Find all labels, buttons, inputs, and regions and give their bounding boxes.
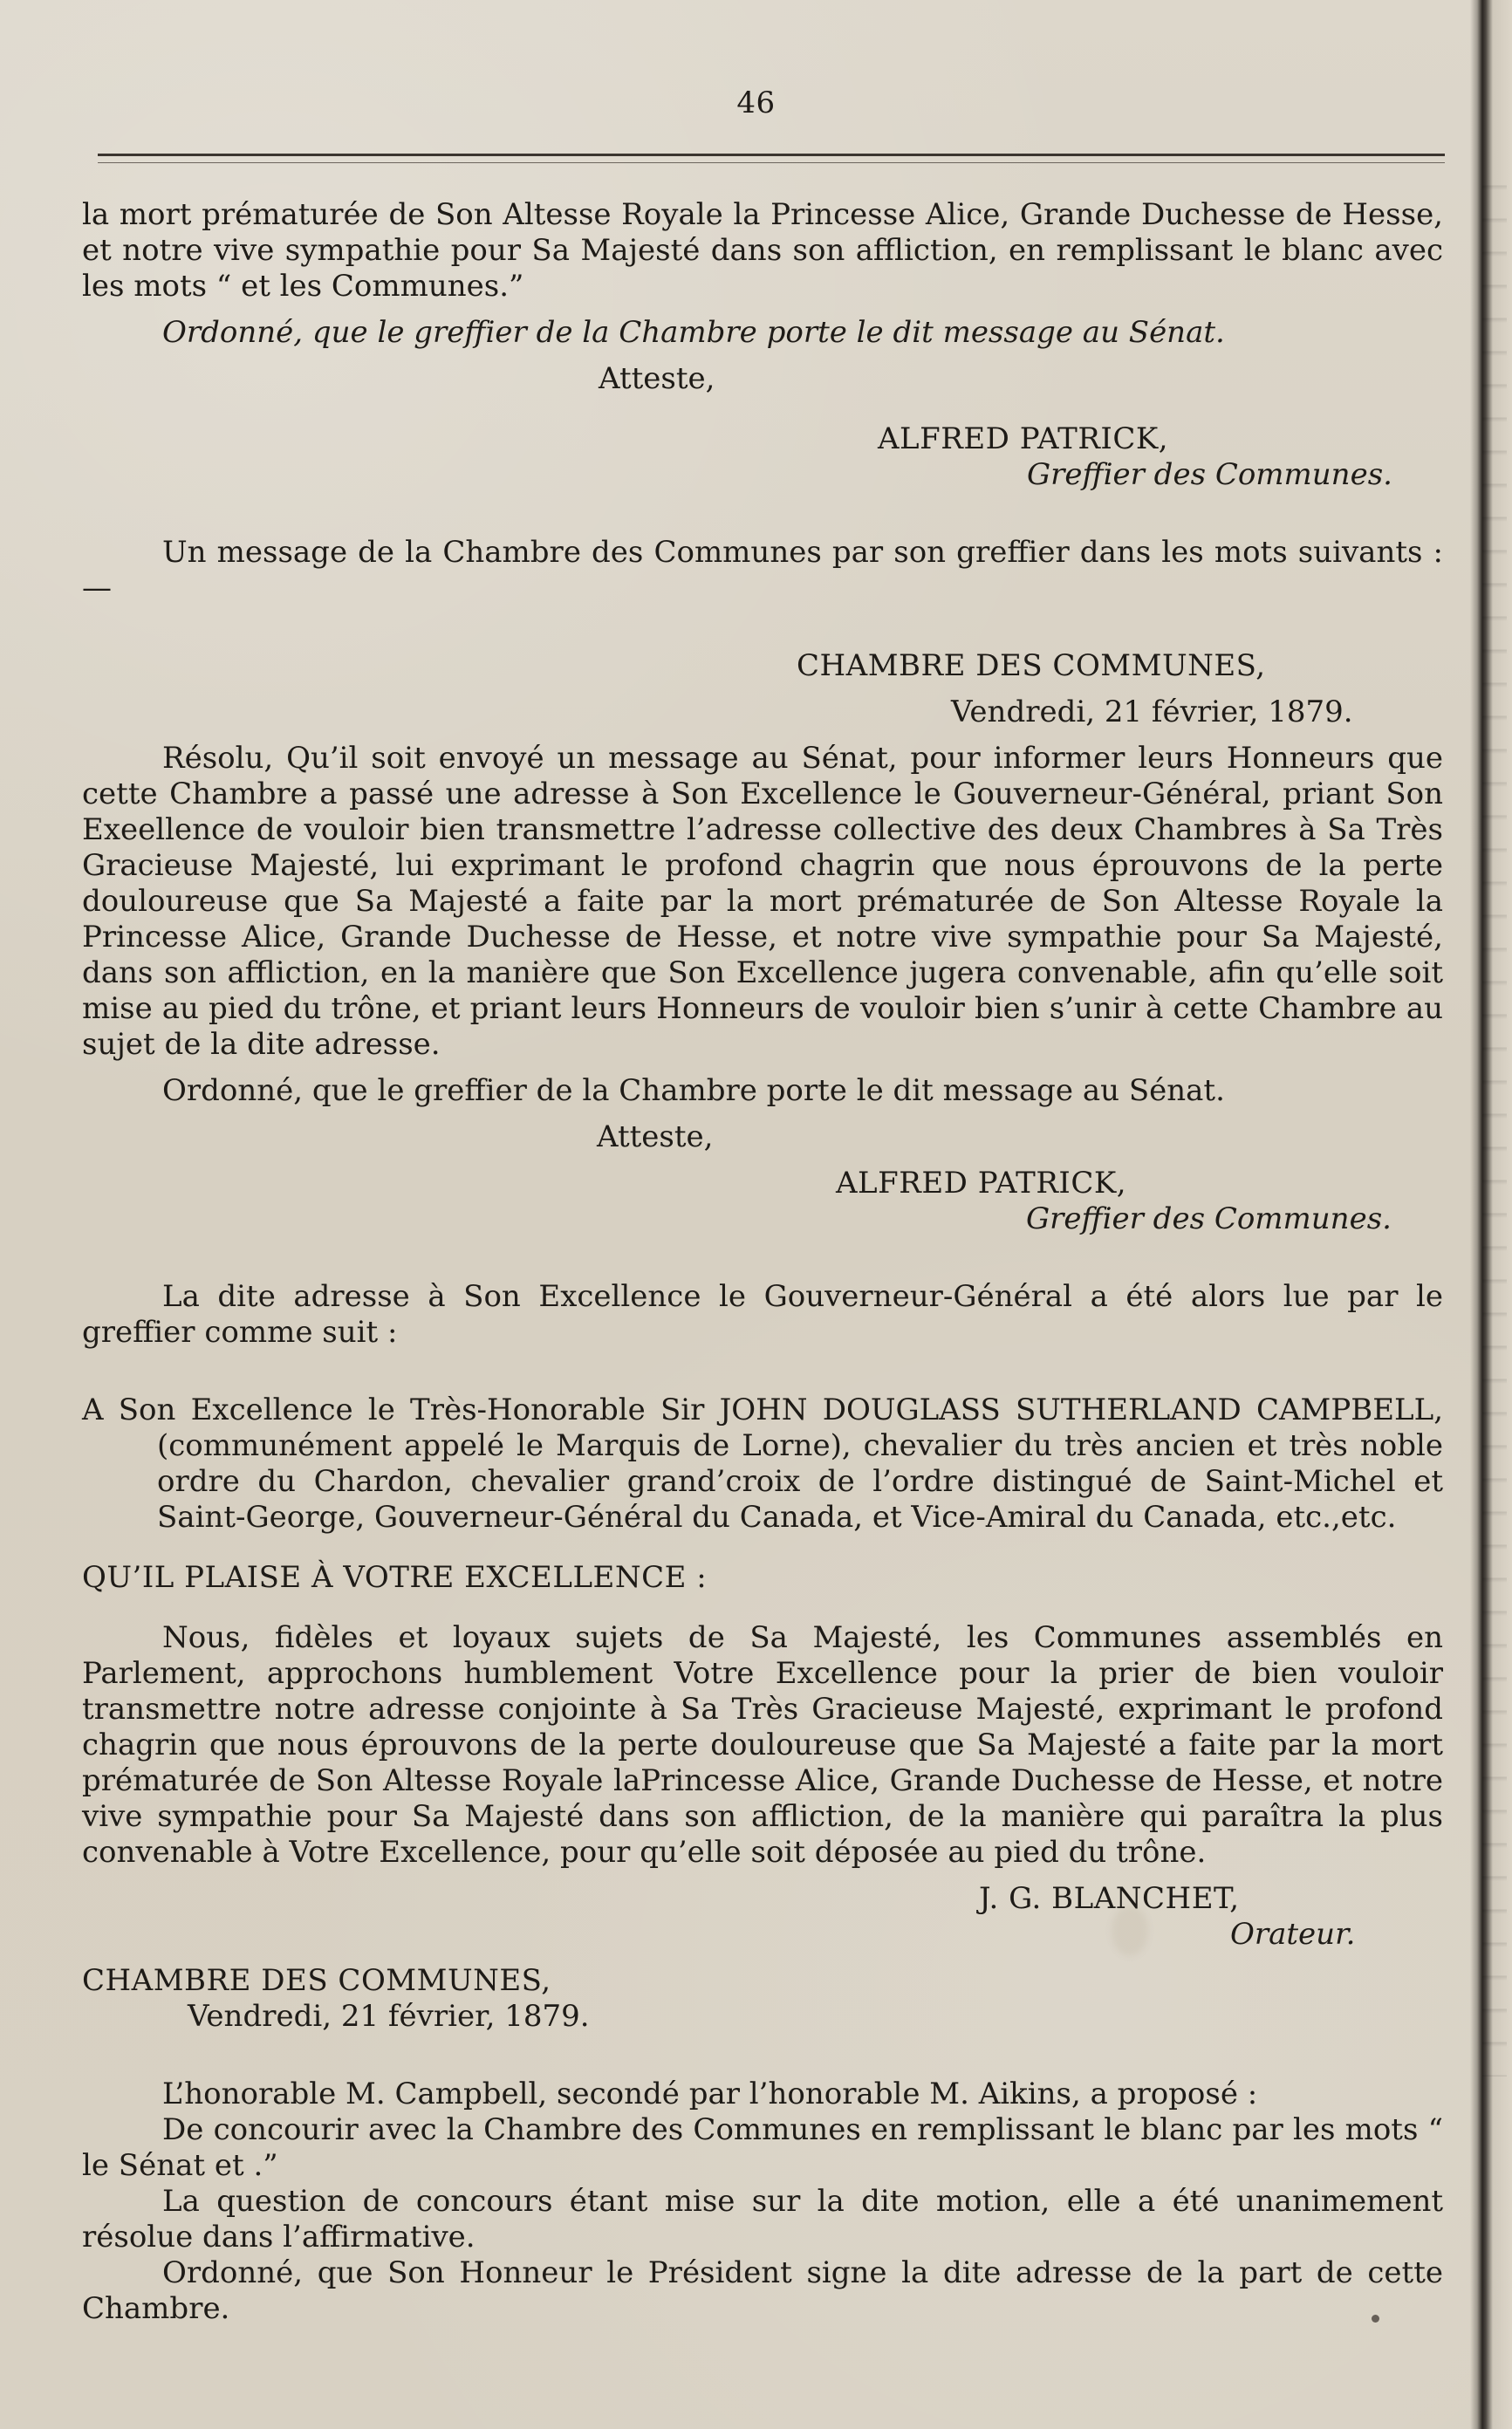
ink-speck [1372, 2315, 1379, 2323]
ordered-paragraph-1: Ordonné, que le greffier de la Chambre porte le dit message au Sénat. [162, 315, 1225, 350]
chamber-date-2: Vendredi, 21 février, 1879. [188, 1999, 590, 2034]
signer-title-2: Greffier des Communes. [1026, 1201, 1392, 1236]
document-body [82, 197, 1443, 2327]
attest-line-2: Atteste, [597, 1119, 714, 1154]
ordered-paragraph-2: Ordonné, que le greffier de la Chambre porte le dit message au Sénat. [162, 1073, 1225, 1108]
speaker-title: Orateur. [1230, 1917, 1356, 1952]
page-number: 46 [736, 86, 776, 120]
chamber-header-1: CHAMBRE DES COMMUNES, [797, 648, 1266, 683]
signer-name-1: ALFRED PATRICK, [878, 421, 1169, 456]
top-rule-thin [98, 162, 1445, 163]
motion-paragraph: L’honorable M. Campbell, secondé par l’honorable M. Aikins, a proposé : [162, 2077, 1258, 2111]
message-intro: Un message de la Chambre des Communes par son greffier dans les mots suivants :— [82, 535, 1443, 606]
signer-title-1: Greffier des Communes. [1027, 457, 1392, 492]
ordered-paragraph-3: Ordonné, que Son Honneur le Président signe la dite adresse de la part de cette Chambre. [82, 2255, 1443, 2326]
address-intro: La dite adresse à Son Excellence le Gouverneur-Général a été alors lue par le greffier comme suit : [82, 1279, 1443, 1350]
chamber-header-2: CHAMBRE DES COMMUNES, [82, 1963, 551, 1998]
signer-name-2: ALFRED PATRICK, [836, 1166, 1127, 1201]
top-rule [98, 154, 1445, 156]
concurrence-paragraph: De concourir avec la Chambre des Communes en remplissant le blanc par les mots “ le Sénat et .” [82, 2112, 1443, 2183]
chamber-date-1: Vendredi, 21 février, 1879. [951, 694, 1353, 729]
salutation: QU’IL PLAISE À VOTRE EXCELLENCE : [82, 1560, 708, 1595]
paragraph-1: la mort prématurée de Son Altesse Royale la Princesse Alice, Grande Duchesse de Hesse, et notre vive sympathie pour Sa Majesté dans son affliction, en remplissant le blanc avec les mots “ et les Communes.” [82, 197, 1443, 304]
speaker-signature: J. G. BLANCHET, [979, 1881, 1240, 1916]
resolution-outcome: La question de concours étant mise sur la dite motion, elle a été unanimement résolue dans l’affirmative. [82, 2184, 1443, 2255]
attest-line-1: Atteste, [599, 361, 715, 396]
reverse-side-bleed [1482, 157, 1507, 2077]
resolution-paragraph: Résolu, Qu’il soit envoyé un message au Sénat, pour informer leurs Honneurs que cette Chambre a passé une adresse à Son Excellence le Gouverneur-Général, priant Son Exeellence de vouloir bien transmettre l’adresse collective des deux Chambres à Sa Très Gracieuse Majesté, lui exprimant le profond chagrin que nous éprouvons de la perte douloureuse que Sa Majesté a faite par la mort prématurée de Son Altesse Royale la Princesse Alice, Grande Duchesse de Hesse, et notre vive sympathie pour Sa Majesté, dans son affliction, en la manière que Son Excellence jugera convenable, afin qu’elle soit mise au pied du trône, et priant leurs Honneurs de vouloir bien s’unir à cette Chambre au sujet de la dite adresse. [82, 741, 1443, 1062]
address-body: Nous, fidèles et loyaux sujets de Sa Majesté, les Communes assemblés en Parlement, approchons humblement Votre Excellence pour la prier de bien vouloir transmettre notre adresse conjointe à Sa Très Gracieuse Majesté, exprimant le profond chagrin que nous éprouvons de la perte douloureuse que Sa Majesté a faite par la mort prématurée de Son Altesse Royale laPrincesse Alice, Grande Duchesse de Hesse, et notre vive sympathie pour Sa Majesté dans son affliction, de la manière qui paraîtra la plus convenable à Votre Excellence, pour qu’elle soit déposée au pied du trône. [82, 1620, 1443, 1870]
address-heading: A Son Excellence le Très-Honorable Sir JOHN DOUGLASS SUTHERLAND CAMPBELL, (communément appelé le Marquis de Lorne), chevalier du très ancien et très noble ordre du Chardon, chevalier grand’croix de l’ordre distingué de Saint-Michel et Saint-George, Gouverneur-Général du Canada, et Vice-Amiral du Canada, etc.,etc. [82, 1392, 1443, 1535]
